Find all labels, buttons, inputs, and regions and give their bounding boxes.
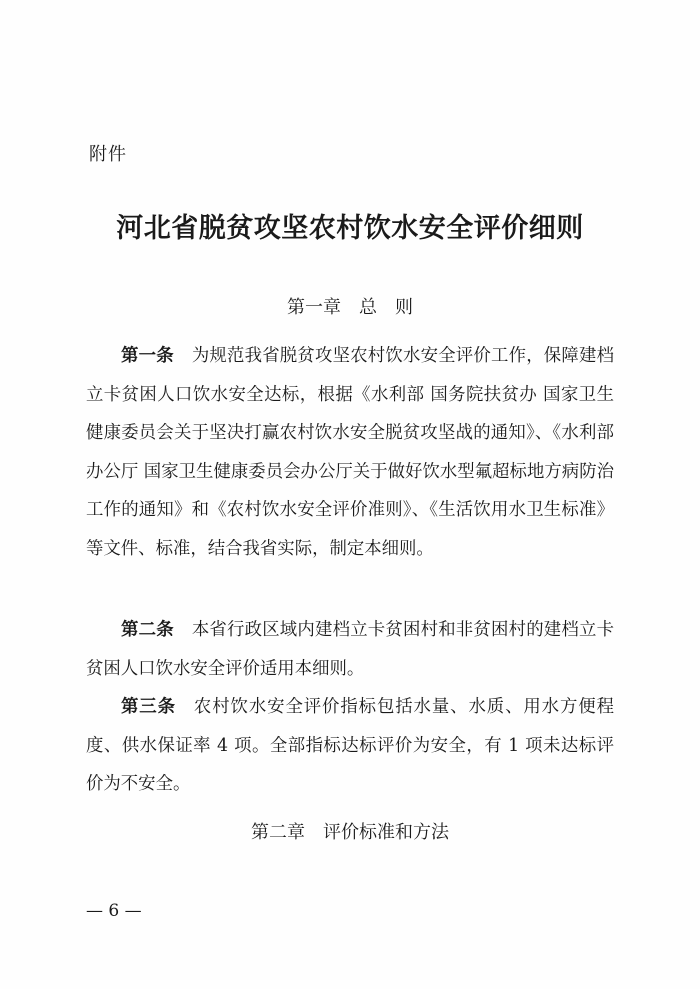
attachment-label: 附件 [89,144,127,165]
article-three [86,688,614,804]
article-one-text: 为规范我省脱贫攻坚农村饮水安全评价工作，保障建档立卡贫困人口饮水安全达标，根据《水利部 国务院扶贫办 国家卫生健康委员会关于坚决打赢农村饮水安全脱贫攻坚战的通知》、《水利部办公厅 国家卫生健康委员会办公厅关于做好饮水型氟超标地方病防治工作的通知》和《农村饮水安全评价准则》、《生活饮用水卫生标准》等文件、标准，结合我省实际，制定本细则。 [86,346,614,559]
article-two-text: 本省行政区域内建档立卡贫困村和非贫困村的建档立卡贫困人口饮水安全评价适用本细则。 [86,620,614,679]
chapter-two-heading: 第二章 评价标准和方法 [251,822,449,843]
article-three-label: 第三条 [121,697,176,717]
article-two-label: 第二条 [121,620,174,640]
article-one-label: 第一条 [121,346,174,366]
page-number: — 6 — [86,901,142,921]
article-two [86,611,614,688]
document-title: 河北省脱贫攻坚农村饮水安全评价细则 [116,213,584,244]
chapter-one-heading: 第一章 总 则 [287,297,413,318]
article-one [86,337,614,568]
article-three-text: 农村饮水安全评价指标包括水量、水质、用水方便程度、供水保证率 4 项。全部指标达标评价为安全，有 1 项未达标评价为不安全。 [86,697,614,794]
